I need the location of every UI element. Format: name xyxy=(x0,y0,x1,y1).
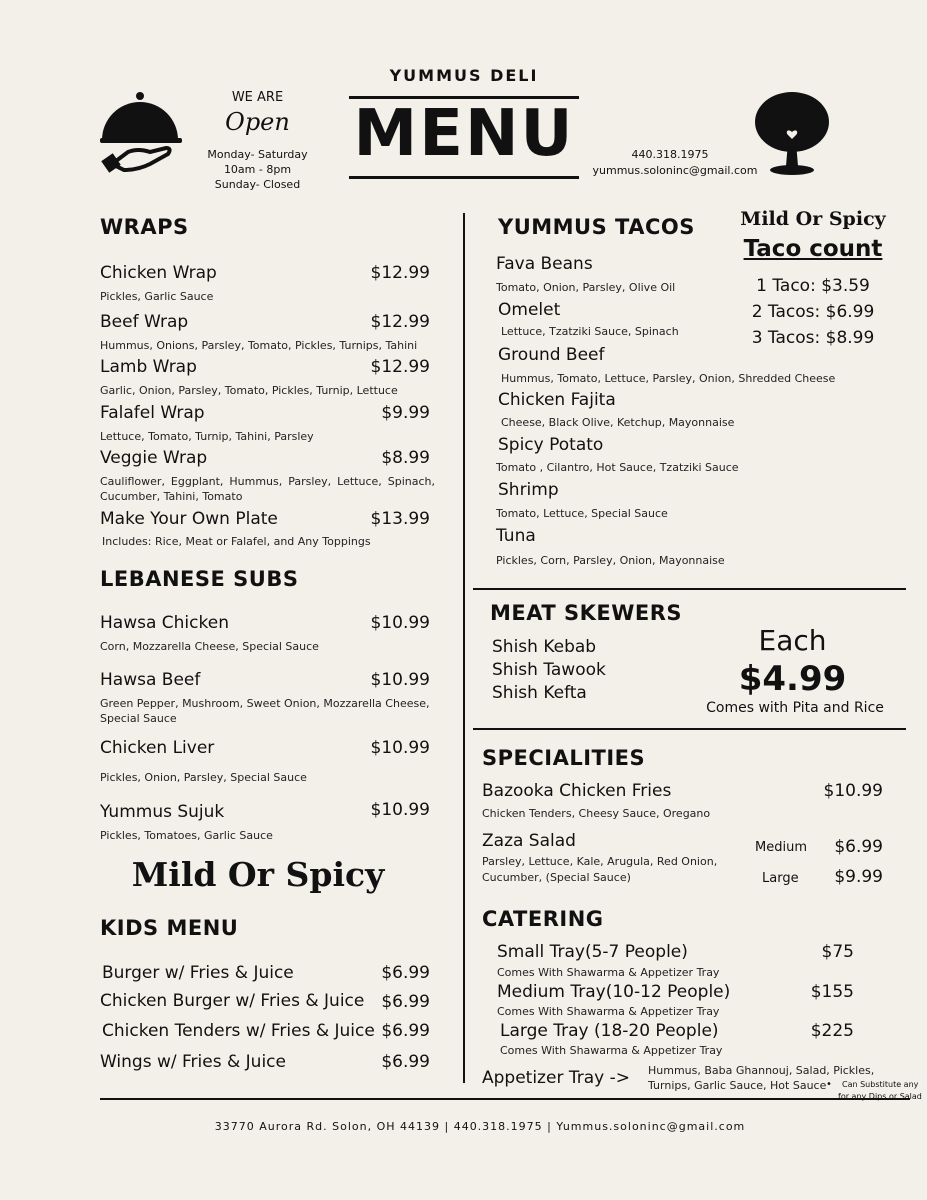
divider-skewers-specialities xyxy=(473,728,906,730)
substitute-note: for any Dips or Salad xyxy=(838,1092,922,1101)
catering-price: $75 xyxy=(821,942,854,962)
catering-desc: Comes With Shawarma & Appetizer Tray xyxy=(500,1044,723,1057)
taco-name: Tuna xyxy=(496,526,536,546)
specialities-heading: SPECIALITIES xyxy=(482,746,646,770)
wrap-name: Falafel Wrap xyxy=(100,403,205,423)
column-divider xyxy=(463,213,465,1083)
appetizer-tray-label: Appetizer Tray -> xyxy=(482,1068,630,1088)
catering-desc: Comes With Shawarma & Appetizer Tray xyxy=(497,966,720,979)
menu-title: MENU xyxy=(353,97,575,171)
footer-rule xyxy=(100,1098,910,1100)
appetizer-desc: Turnips, Garlic Sauce, Hot Sauce xyxy=(648,1079,827,1092)
taco-name: Shrimp xyxy=(498,480,559,500)
catering-name: Small Tray(5-7 People) xyxy=(497,942,688,962)
catering-name: Large Tray (18-20 People) xyxy=(500,1021,719,1041)
taco-desc: Tomato, Lettuce, Special Sauce xyxy=(496,507,668,520)
taco-desc: Lettuce, Tzatziki Sauce, Spinach xyxy=(501,325,679,338)
sub-price: $10.99 xyxy=(370,738,430,758)
sub-name: Yummus Sujuk xyxy=(100,802,225,822)
special-name: Bazooka Chicken Fries xyxy=(482,781,672,801)
taco-name: Chicken Fajita xyxy=(498,390,616,410)
wrap-name: Make Your Own Plate xyxy=(100,509,278,529)
taco-desc: Cheese, Black Olive, Ketchup, Mayonnaise xyxy=(501,416,735,429)
catering-price: $225 xyxy=(810,1021,854,1041)
appetizer-desc: Hummus, Baba Ghannouj, Salad, Pickles, xyxy=(648,1064,875,1077)
wrap-name: Veggie Wrap xyxy=(100,448,208,468)
wraps-heading: WRAPS xyxy=(100,215,189,239)
menu-rule-bottom xyxy=(349,176,579,179)
kids-item-price: $6.99 xyxy=(381,992,430,1012)
wrap-desc: Cauliflower, Eggplant, Hummus, Parsley, Lettuce, Spinach, Cucumber, Tahini, Tomato xyxy=(100,475,435,503)
skewers-heading: MEAT SKEWERS xyxy=(490,601,683,625)
divider-tacos-skewers xyxy=(473,588,906,590)
skewer-name: Shish Kebab xyxy=(492,637,597,657)
size-label: Large xyxy=(762,871,799,886)
size-price: $6.99 xyxy=(834,837,883,857)
tacos-heading: YUMMUS TACOS xyxy=(498,215,695,239)
wrap-name: Lamb Wrap xyxy=(100,357,197,377)
skewers-price: $4.99 xyxy=(738,659,847,699)
footer-contact: 33770 Aurora Rd. Solon, OH 44139 | 440.318.1975 | Yummus.soloninc@gmail.com xyxy=(214,1120,746,1133)
catering-price: $155 xyxy=(810,982,854,1002)
wrap-desc: Includes: Rice, Meat or Falafel, and Any Toppings xyxy=(102,535,371,548)
taco-count-line: 2 Tacos: $6.99 xyxy=(751,302,875,322)
size-price: $9.99 xyxy=(834,867,883,887)
hours-line-3: Sunday- Closed xyxy=(214,178,301,191)
taco-count-line: 3 Tacos: $8.99 xyxy=(751,328,875,348)
kids-item-price: $6.99 xyxy=(381,1052,430,1072)
catering-heading: CATERING xyxy=(482,907,604,931)
taco-desc: Tomato , Cilantro, Hot Sauce, Tzatziki Sauce xyxy=(496,461,739,474)
skewers-each-label: Each xyxy=(758,624,827,657)
tree-logo-icon xyxy=(752,90,832,176)
skewer-name: Shish Tawook xyxy=(492,660,606,680)
wrap-price: $8.99 xyxy=(381,448,430,468)
kids-heading: KIDS MENU xyxy=(100,916,239,940)
skewers-note: Comes with Pita and Rice xyxy=(706,700,884,716)
cloche-hand-icon xyxy=(98,90,184,176)
taco-name: Ground Beef xyxy=(498,345,605,365)
substitute-note: Can Substitute any xyxy=(842,1080,919,1089)
wrap-price: $12.99 xyxy=(370,263,430,283)
brand-name: YUMMUS DELI xyxy=(389,66,539,85)
kids-item-price: $6.99 xyxy=(381,1021,430,1041)
taco-count-title: Taco count xyxy=(743,236,883,262)
wrap-desc: Hummus, Onions, Parsley, Tomato, Pickles, Turnips, Tahini xyxy=(100,339,418,352)
taco-count-line: 1 Taco: $3.59 xyxy=(756,276,870,296)
sub-name: Hawsa Beef xyxy=(100,670,201,690)
taco-name: Fava Beans xyxy=(496,254,593,274)
sub-desc: Corn, Mozzarella Cheese, Special Sauce xyxy=(100,640,319,653)
header-email: yummus.soloninc@gmail.com xyxy=(592,164,758,177)
special-price: $10.99 xyxy=(823,781,883,801)
wrap-price: $13.99 xyxy=(370,509,430,529)
sub-name: Chicken Liver xyxy=(100,738,215,758)
kids-item-name: Chicken Burger w/ Fries & Juice xyxy=(100,991,365,1011)
sub-price: $10.99 xyxy=(370,613,430,633)
header-phone: 440.318.1975 xyxy=(631,148,709,161)
hours-line-1: Monday- Saturday xyxy=(207,148,308,161)
mild-spicy-banner: Mild Or Spicy xyxy=(131,855,385,894)
sub-price: $10.99 xyxy=(370,800,430,820)
sub-desc: Pickles, Tomatoes, Garlic Sauce xyxy=(100,829,273,842)
wrap-name: Chicken Wrap xyxy=(100,263,217,283)
we-are-label: WE ARE xyxy=(231,90,284,105)
wrap-desc: Pickles, Garlic Sauce xyxy=(100,290,214,303)
sub-desc: Pickles, Onion, Parsley, Special Sauce xyxy=(100,771,307,784)
taco-desc: Pickles, Corn, Parsley, Onion, Mayonnaise xyxy=(496,554,725,567)
taco-desc: Hummus, Tomato, Lettuce, Parsley, Onion, Shredded Cheese xyxy=(501,372,836,385)
taco-name: Omelet xyxy=(498,300,561,320)
sub-desc: Green Pepper, Mushroom, Sweet Onion, Mozzarella Cheese, Special Sauce xyxy=(100,697,430,725)
taco-name: Spicy Potato xyxy=(498,435,604,455)
size-label: Medium xyxy=(755,840,807,855)
kids-item-name: Wings w/ Fries & Juice xyxy=(100,1052,286,1072)
wrap-price: $9.99 xyxy=(381,403,430,423)
tacos-mild-spicy: Mild Or Spicy xyxy=(740,208,886,230)
open-script: Open xyxy=(225,108,290,136)
catering-desc: Comes With Shawarma & Appetizer Tray xyxy=(497,1005,720,1018)
taco-desc: Tomato, Onion, Parsley, Olive Oil xyxy=(496,281,676,294)
wrap-price: $12.99 xyxy=(370,312,430,332)
kids-item-price: $6.99 xyxy=(381,963,430,983)
hours-line-2: 10am - 8pm xyxy=(223,163,292,176)
special-desc: Chicken Tenders, Cheesy Sauce, Oregano xyxy=(482,807,711,820)
bullet-mark: • xyxy=(826,1079,832,1090)
kids-item-name: Burger w/ Fries & Juice xyxy=(102,963,294,983)
wrap-price: $12.99 xyxy=(370,357,430,377)
special-desc: Parsley, Lettuce, Kale, Arugula, Red Onion, xyxy=(482,855,718,868)
catering-name: Medium Tray(10-12 People) xyxy=(497,982,731,1002)
skewer-name: Shish Kefta xyxy=(492,683,587,703)
sub-price: $10.99 xyxy=(370,670,430,690)
kids-item-name: Chicken Tenders w/ Fries & Juice xyxy=(102,1021,375,1041)
special-desc: Cucumber, (Special Sauce) xyxy=(482,871,631,884)
wrap-name: Beef Wrap xyxy=(100,312,189,332)
subs-heading: LEBANESE SUBS xyxy=(100,567,299,591)
sub-name: Hawsa Chicken xyxy=(100,613,229,633)
special-name: Zaza Salad xyxy=(482,831,576,851)
wrap-desc: Garlic, Onion, Parsley, Tomato, Pickles, Turnip, Lettuce xyxy=(100,384,398,397)
wrap-desc: Lettuce, Tomato, Turnip, Tahini, Parsley xyxy=(100,430,314,443)
